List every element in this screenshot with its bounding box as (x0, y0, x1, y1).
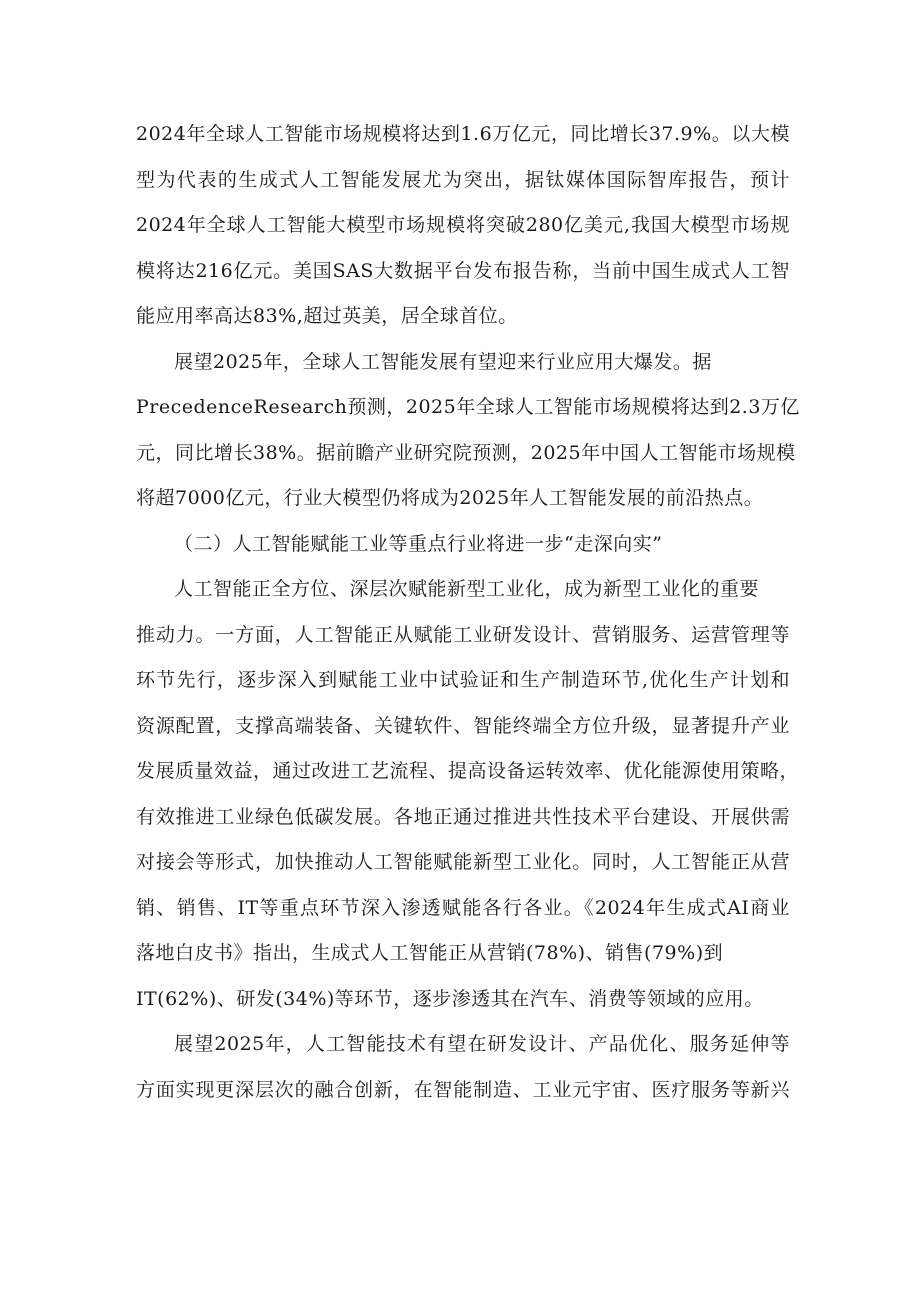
paragraph-outlook-2025 (136, 340, 800, 522)
paragraph-outlook-ai-tech-2025 (136, 1022, 790, 1113)
text-line: 元，同比增长38%。据前瞻产业研究院预测，2025年中国人工智能市场规模 (136, 441, 796, 464)
text-line: 2024年全球人工智能市场规模将达到1.6万亿元，同比增长37.9%。以大模 (136, 123, 790, 145)
text-line: IT(62%)、研发(34%)等环节，逐步渗透其在汽车、消费等领域的应用。 (136, 987, 764, 1010)
paragraph-market-size-2024 (136, 112, 790, 340)
text-line: 展望2025年，人工智能技术有望在研发设计、产品优化、服务延伸等 (174, 1033, 790, 1055)
text-line: 资源配置，支撑高端装备、关键软件、智能终端全方位升级，显著提升产业 (136, 714, 790, 737)
text-line: 方面实现更深层次的融合创新，在智能制造、工业元宇宙、医疗服务等新兴 (136, 1078, 790, 1101)
text-line: 展望2025年，全球人工智能发展有望迎来行业应用大爆发。据 (174, 350, 712, 373)
text-line: 人工智能正全方位、深层次赋能新型工业化，成为新型工业化的重要 (174, 578, 760, 600)
heading-text: （二）人工智能赋能工业等重点行业将进一步“走深向实” (174, 532, 663, 555)
document-page (136, 112, 800, 1113)
text-line: 有效推进工业绿色低碳发展。各地正通过推进共性技术平台建设、开展供需 (136, 805, 790, 828)
text-line: 2024年全球人工智能大模型市场规模将突破280亿美元,我国大模型市场规 (136, 214, 790, 236)
text-line: 销、销售、IT等重点环节深入渗透赋能各行各业。《2024年生成式AI商业 (136, 896, 790, 919)
paragraph-ai-industrialization (136, 567, 800, 1022)
text-line: 将超7000亿元，行业大模型仍将成为2025年人工智能发展的前沿热点。 (136, 487, 764, 509)
text-line: 模将达216亿元。美国SAS大数据平台发布报告称，当前中国生成式人工智 (136, 259, 790, 282)
text-line: 推动力。一方面，人工智能正从赋能工业研发设计、营销服务、运营管理等 (136, 623, 790, 646)
text-line: 对接会等形式，加快推动人工智能赋能新型工业化。同时，人工智能正从营 (136, 851, 790, 873)
text-line: 能应用率高达83%,超过英美，居全球首位。 (136, 305, 518, 327)
text-line: PrecedenceResearch预测，2025年全球人工智能市场规模将达到2.3万亿 (136, 396, 800, 418)
section-heading (136, 522, 790, 568)
text-line: 落地白皮书》指出，生成式人工智能正从营销(78%)、销售(79%)到 (136, 942, 724, 964)
text-line: 发展质量效益，通过改进工艺流程、提高设备运转效率、优化能源使用策略， (136, 760, 800, 782)
text-line: 环节先行，逐步深入到赋能工业中试验证和生产制造环节,优化生产计划和 (136, 669, 790, 691)
text-line: 型为代表的生成式人工智能发展尤为突出，据钛媒体国际智库报告，预计 (136, 168, 790, 191)
